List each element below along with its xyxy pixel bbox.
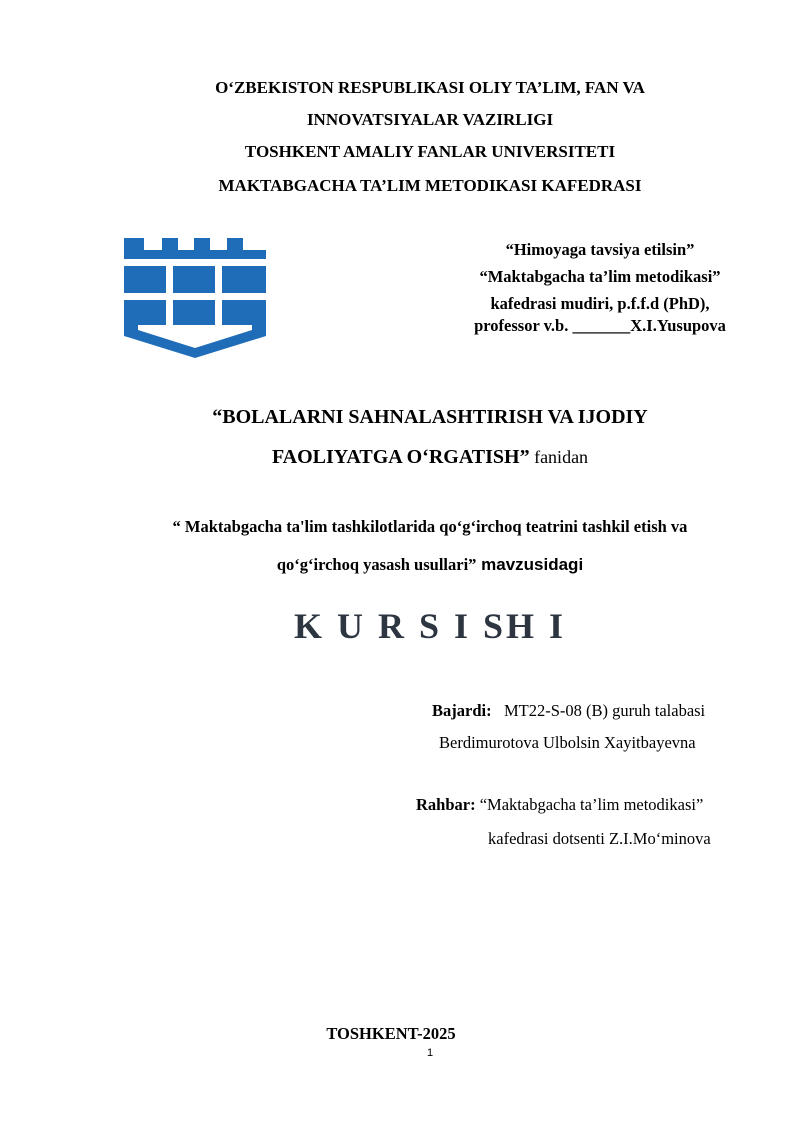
- performer-label: Bajardi:: [432, 701, 492, 720]
- topic-line-1: “ Maktabgacha ta'lim tashkilotlarida qo‘g‘irchoq teatrini tashkil etish va: [172, 517, 688, 536]
- ministry-title-line-1: O‘ZBEKISTON RESPUBLIKASI OLIY TA’LIM, FAN VA: [215, 78, 645, 97]
- university-name: TOSHKENT AMALIY FANLAR UNIVERSITETI: [244, 142, 616, 161]
- city-year: TOSHKENT-2025: [326, 1024, 456, 1043]
- performer-group: MT22-S-08 (B) guruh talabasi: [491, 701, 706, 720]
- approval-line-1: “Himoyaga tavsiya etilsin”: [505, 240, 695, 259]
- subject-title-line-1: “BOLALARNI SAHNALASHTIRISH VA IJODIY: [212, 406, 648, 428]
- topic-title-main: qo‘g‘irchoq yasash usullari”: [276, 555, 477, 574]
- supervisor-label: Rahbar:: [416, 795, 476, 814]
- performer-line: [432, 697, 705, 725]
- subject-title-line-2: [0, 438, 800, 476]
- page-number: 1: [426, 1047, 434, 1059]
- subject-title-suffix: fanidan: [529, 447, 589, 467]
- supervisor-name: kafedrasi dotsenti Z.I.Mo‘minova: [488, 829, 711, 848]
- approval-line-4: professor v.b. _______X.I.Yusupova: [474, 316, 726, 335]
- subject-title-main: FAOLIYATGA O‘RGATISH”: [271, 446, 530, 468]
- topic-line-2: [0, 546, 800, 584]
- approval-line-2: “Maktabgacha ta’lim metodikasi”: [479, 267, 721, 286]
- ministry-title-line-2: INNOVATSIYALAR VAZIRLIGI: [306, 110, 554, 129]
- work-type-heading: K U R S I SH I: [293, 606, 567, 646]
- department-name: MAKTABGACHA TA’LIM METODIKASI KAFEDRASI: [218, 176, 642, 195]
- supervisor-position: “Maktabgacha ta’lim metodikasi”: [475, 795, 704, 814]
- supervisor-line: [416, 791, 703, 819]
- university-castle-shield-logo: [124, 238, 266, 358]
- topic-title-suffix: mavzusidagi: [476, 555, 584, 574]
- performer-name: Berdimurotova Ulbolsin Xayitbayevna: [439, 733, 696, 752]
- approval-line-3: kafedrasi mudiri, p.f.f.d (PhD),: [490, 294, 710, 313]
